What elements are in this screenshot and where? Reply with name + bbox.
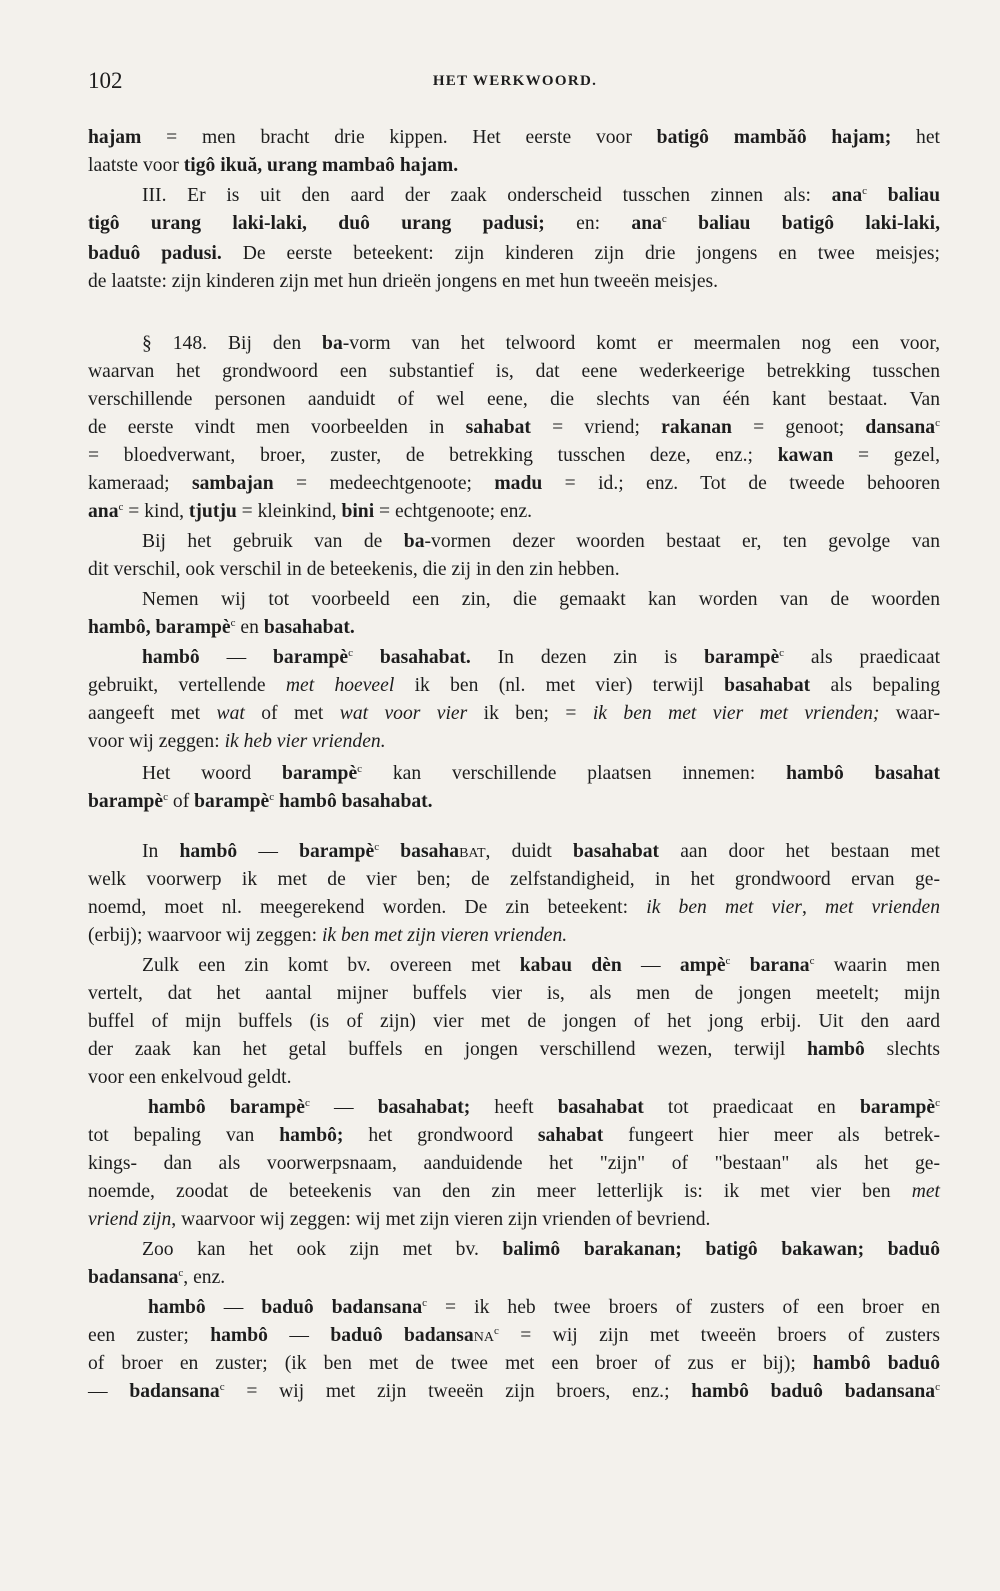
- bold-term: baliau batigô laki-laki,: [666, 213, 940, 234]
- italic-phrase: wat: [216, 703, 245, 724]
- bold-term: tigô ikuă, urang mambaô hajam.: [183, 155, 459, 176]
- text-segment: of met: [244, 703, 340, 724]
- text-segment: waarvan het grondwoord een substantief is, dat eene wederkeerige betrekking tusschen: [88, 361, 940, 382]
- text-line: [88, 1264, 940, 1292]
- text-segment: tot praedicaat en: [643, 1097, 860, 1118]
- text-segment: ik ben; =: [467, 703, 593, 724]
- text-line: [88, 1322, 940, 1350]
- bold-term: basahabat;: [377, 1097, 471, 1118]
- bold-term: basahabat.: [263, 617, 355, 638]
- running-title: HET WERKWOORD.: [432, 73, 598, 89]
- text-segment: of: [168, 791, 195, 812]
- superscript-mark: c: [422, 1297, 428, 1309]
- text-segment: fungeert hier meer als betrek-: [603, 1125, 940, 1146]
- text-segment: de laatste: zijn kinderen zijn met hun drieën jongens en met hun tweeën meisjes.: [88, 271, 719, 292]
- text-line: [142, 182, 940, 210]
- text-line: [88, 922, 940, 950]
- bold-term: hambô: [148, 1297, 206, 1318]
- bold-term: badansana: [88, 1267, 179, 1288]
- superscript-mark: c: [374, 841, 380, 853]
- text-segment: laatste voor: [88, 155, 184, 176]
- text-segment: —: [309, 1097, 378, 1118]
- bold-term: sambajan: [191, 473, 274, 494]
- italic-phrase: met: [911, 1181, 940, 1202]
- text-line: [88, 414, 940, 442]
- bold-term: ana: [88, 501, 119, 522]
- text-segment: = men bracht drie kippen. Het eerste voor: [141, 127, 657, 148]
- text-segment: buffel of mijn buffels (is of zijn) vier met de jongen of het jong erbij. Uit den aard: [88, 1011, 940, 1032]
- text-segment: waar-: [879, 703, 941, 724]
- bold-term: badansana: [129, 1381, 220, 1402]
- italic-phrase: ik ben met vier met vrienden;: [592, 703, 880, 724]
- text-segment: —: [88, 1381, 130, 1402]
- superscript-mark: c: [348, 647, 354, 659]
- bold-term: hambô;: [279, 1125, 344, 1146]
- text-line: [88, 386, 940, 414]
- text-segment: = gezel,: [833, 445, 940, 466]
- text-segment: verschillende personen aanduidt of wel eene, die slechts van één kant bestaat. Van: [88, 389, 940, 410]
- bold-term: tigô urang laki-laki, duô urang padusi;: [88, 213, 545, 234]
- bold-term: hajam: [88, 127, 142, 148]
- text-line: [88, 358, 940, 386]
- bold-term: hambô basahat: [786, 763, 940, 784]
- superscript-mark: c: [862, 185, 868, 197]
- bold-term: hambô baduô: [812, 1353, 940, 1374]
- text-segment: = wij met zijn tweeën zijn broers, enz.;: [224, 1381, 692, 1402]
- text-segment: Zulk een zin komt bv. overeen met: [142, 955, 520, 976]
- text-segment: dit verschil, ook verschil in de beteekenis, die zij in den zin hebben.: [88, 559, 620, 580]
- text-segment: (erbij); waarvoor wij zeggen:: [88, 925, 322, 946]
- page-number: 102: [88, 68, 123, 93]
- bold-term: kawan: [777, 445, 834, 466]
- text-segment: —: [237, 841, 300, 862]
- bold-term: ampè: [679, 955, 726, 976]
- small-caps-text: bat: [459, 841, 486, 862]
- text-segment: of broer en zuster; (ik ben met de twee met een broer of zus er bij);: [88, 1353, 813, 1374]
- italic-phrase: ik ben met zijn vieren vrienden.: [321, 925, 568, 946]
- bold-term: barampè: [273, 647, 349, 668]
- bold-term: tjutju: [188, 501, 237, 522]
- text-segment: aangeeft met: [88, 703, 217, 724]
- text-line: [88, 980, 940, 1008]
- bold-term: dansana: [865, 417, 936, 438]
- text-line: [88, 728, 940, 756]
- text-line: [88, 240, 940, 268]
- text-line: [142, 1236, 940, 1264]
- text-segment: III. Er is uit den aard der zaak onderscheid tusschen zinnen als:: [142, 185, 832, 206]
- superscript-mark: c: [269, 791, 275, 803]
- text-segment: kan verschillende plaatsen innemen:: [362, 763, 787, 784]
- bold-term: barampè: [194, 791, 270, 812]
- text-segment: Nemen wij tot voorbeeld een zin, die gemaakt kan worden van de woorden: [142, 589, 940, 610]
- text-line: [88, 1378, 940, 1406]
- text-segment: In: [142, 841, 180, 862]
- text-line: [88, 1178, 940, 1206]
- text-segment: —: [205, 1297, 262, 1318]
- bold-term: rakanan: [661, 417, 732, 438]
- bold-term: basaha: [400, 841, 460, 862]
- superscript-mark: c: [935, 417, 940, 429]
- text-segment: = genoot;: [731, 417, 866, 438]
- text-segment: [730, 955, 749, 976]
- text-segment: = ik heb twee broers of zusters of een broer en: [427, 1297, 941, 1318]
- text-segment: een zuster;: [88, 1325, 211, 1346]
- text-segment: kings- dan als voorwerpsnaam, aanduidende het "zijn" of "bestaan" als het ge-: [88, 1153, 940, 1174]
- text-segment: = kind,: [123, 501, 189, 522]
- text-segment: = bloedverwant, broer, zuster, de betrekking tusschen deze, enz.;: [88, 445, 778, 466]
- italic-phrase: wat voor vier: [339, 703, 468, 724]
- superscript-mark: c: [935, 1381, 940, 1393]
- text-line: [88, 1206, 940, 1234]
- text-line: [88, 788, 940, 816]
- bold-term: barampè: [88, 791, 164, 812]
- bold-term: kabau dèn: [519, 955, 622, 976]
- text-segment: als bepaling: [810, 675, 941, 696]
- superscript-mark: c: [935, 1097, 940, 1109]
- text-segment: = medeechtgenoote;: [273, 473, 495, 494]
- text-segment: = wij zijn met tweeën broers of zusters: [498, 1325, 941, 1346]
- text-segment: voor wij zeggen:: [88, 731, 225, 752]
- bold-term: basahabat: [557, 1097, 644, 1118]
- text-segment: welk voorwerp ik met de vier ben; de zelfstandigheid, in het grondwoord ervan ge-: [88, 869, 940, 890]
- text-segment: en:: [544, 213, 632, 234]
- text-segment: § 148. Bij den: [142, 333, 323, 354]
- text-segment: tot bepaling van: [88, 1125, 280, 1146]
- text-line: [88, 1150, 940, 1178]
- small-caps-text: na: [473, 1325, 494, 1346]
- text-line: [88, 1036, 940, 1064]
- superscript-mark: c: [809, 955, 815, 967]
- text-segment: In dezen zin is: [470, 647, 705, 668]
- text-line: [148, 1094, 940, 1122]
- bold-term: ana: [631, 213, 662, 234]
- bold-term: sahabat: [465, 417, 531, 438]
- bold-term: baduô badansa: [330, 1325, 474, 1346]
- italic-phrase: ik ben met vier: [646, 897, 802, 918]
- text-segment: kameraad;: [88, 473, 192, 494]
- text-segment: voor een enkelvoud geldt.: [88, 1067, 292, 1088]
- text-segment: —: [267, 1325, 331, 1346]
- bold-term: basahabat: [573, 841, 660, 862]
- text-segment: ik ben (nl. met vier) terwijl: [394, 675, 725, 696]
- bold-term: barana: [749, 955, 810, 976]
- bold-term: balimô barakanan; batigô bakawan; baduô: [502, 1239, 940, 1260]
- text-line: [88, 124, 940, 152]
- bold-term: hambô baduô badansana: [691, 1381, 936, 1402]
- text-line: [88, 614, 940, 642]
- text-segment: —: [199, 647, 274, 668]
- superscript-mark: c: [493, 1325, 499, 1337]
- text-line: [88, 470, 940, 498]
- text-segment: = kleinkind,: [236, 501, 342, 522]
- text-line: [88, 1064, 940, 1092]
- bold-term: barampè: [282, 763, 358, 784]
- text-segment: heeft: [470, 1097, 558, 1118]
- text-line: [142, 330, 940, 358]
- text-line: [88, 1008, 940, 1036]
- bold-term: barampè: [860, 1097, 936, 1118]
- text-segment: [353, 647, 380, 668]
- text-line: [88, 152, 940, 180]
- text-line: [88, 268, 940, 296]
- text-segment: vertelt, dat het aantal mijner buffels vier is, als men de jongen meetelt; mijn: [88, 983, 940, 1004]
- bold-term: hambô: [142, 647, 200, 668]
- text-line: [142, 838, 940, 866]
- text-segment: -vorm van het telwoord komt er meermalen nog een voor,: [342, 333, 940, 354]
- superscript-mark: c: [661, 213, 667, 225]
- text-line: [142, 760, 940, 788]
- bold-term: batigô mambăô hajam;: [656, 127, 892, 148]
- text-segment: Zoo kan het ook zijn met bv.: [142, 1239, 503, 1260]
- text-segment: , waarvoor wij zeggen: wij met zijn vieren zijn vrienden of bevriend.: [171, 1209, 711, 1230]
- text-segment: aan door het bestaan met: [659, 841, 940, 862]
- text-line: [88, 866, 940, 894]
- bold-term: barampè: [704, 647, 780, 668]
- text-segment: slechts: [864, 1039, 940, 1060]
- text-line: [88, 700, 940, 728]
- text-segment: als praedicaat: [784, 647, 941, 668]
- bold-term: barampè: [299, 841, 375, 862]
- text-segment: Bij het gebruik van de: [142, 531, 404, 552]
- text-line: [88, 556, 940, 584]
- text-segment: noemd, moet nl. meegerekend worden. De zin beteekent:: [88, 897, 647, 918]
- bold-term: ana: [831, 185, 863, 206]
- bold-term: hambô barampè: [148, 1097, 305, 1118]
- text-segment: waarin men: [814, 955, 940, 976]
- text-segment: = id.; enz. Tot de tweede behooren: [542, 473, 940, 494]
- text-segment: = vriend;: [530, 417, 662, 438]
- bold-term: basahabat: [724, 675, 811, 696]
- text-line: [142, 952, 940, 980]
- text-segment: ,: [801, 897, 825, 918]
- text-segment: —: [621, 955, 680, 976]
- bold-term: baduô padusi.: [88, 243, 222, 264]
- bold-term: baliau: [867, 185, 940, 206]
- italic-phrase: met hoeveel: [285, 675, 395, 696]
- text-line: [88, 672, 940, 700]
- bold-term: hambô basahabat.: [279, 791, 433, 812]
- text-segment: = echtgenoote; enz.: [374, 501, 533, 522]
- italic-phrase: met vrienden: [825, 897, 941, 918]
- bold-term: ba: [403, 531, 425, 552]
- text-line: [142, 528, 940, 556]
- bold-term: hambô: [807, 1039, 865, 1060]
- text-line: [88, 1122, 940, 1150]
- text-segment: het: [891, 127, 940, 148]
- superscript-mark: c: [304, 1097, 310, 1109]
- bold-term: basahabat.: [379, 647, 471, 668]
- bold-term: hambô, barampè: [88, 617, 231, 638]
- text-segment: der zaak kan het getal buffels en jongen verschillend wezen, terwijl: [88, 1039, 808, 1060]
- text-segment: gebruikt, vertellende: [88, 675, 286, 696]
- text-segment: De eerste beteekent: zijn kinderen zijn drie jongens en twee meisjes;: [221, 243, 940, 264]
- text-line: [142, 586, 940, 614]
- text-segment: -vormen dezer woorden bestaat er, ten gevolge van: [424, 531, 940, 552]
- superscript-mark: c: [178, 1267, 184, 1279]
- text-line: [142, 644, 940, 672]
- text-line: [88, 894, 940, 922]
- bold-term: madu: [494, 473, 543, 494]
- superscript-mark: c: [219, 1381, 225, 1393]
- bold-term: sahabat: [537, 1125, 604, 1146]
- page-header: [88, 68, 942, 98]
- bold-term: hambô: [210, 1325, 268, 1346]
- text-segment: , duidt: [485, 841, 574, 862]
- italic-phrase: ik heb vier vrienden.: [224, 731, 386, 752]
- bold-term: ba: [322, 333, 343, 354]
- text-line: [88, 210, 940, 238]
- text-segment: en: [235, 617, 264, 638]
- text-line: [88, 442, 940, 470]
- text-segment: Het woord: [142, 763, 283, 784]
- text-segment: , enz.: [183, 1267, 226, 1288]
- bold-term: baduô badansana: [261, 1297, 423, 1318]
- bold-term: bini: [341, 501, 375, 522]
- text-line: [88, 498, 940, 526]
- superscript-mark: c: [163, 791, 168, 803]
- bold-term: hambô: [179, 841, 238, 862]
- text-segment: het grondwoord: [343, 1125, 538, 1146]
- superscript-mark: c: [357, 763, 363, 775]
- italic-phrase: vriend zijn: [88, 1209, 172, 1230]
- text-line: [88, 1350, 940, 1378]
- text-segment: [379, 841, 400, 862]
- superscript-mark: c: [230, 617, 236, 629]
- text-line: [148, 1294, 940, 1322]
- superscript-mark: c: [725, 955, 731, 967]
- text-segment: de eerste vindt men voorbeelden in: [88, 417, 466, 438]
- superscript-mark: c: [779, 647, 785, 659]
- superscript-mark: c: [118, 501, 124, 513]
- text-segment: noemde, zoodat de beteekenis van den zin meer letterlijk is: ik met vier ben: [88, 1181, 912, 1202]
